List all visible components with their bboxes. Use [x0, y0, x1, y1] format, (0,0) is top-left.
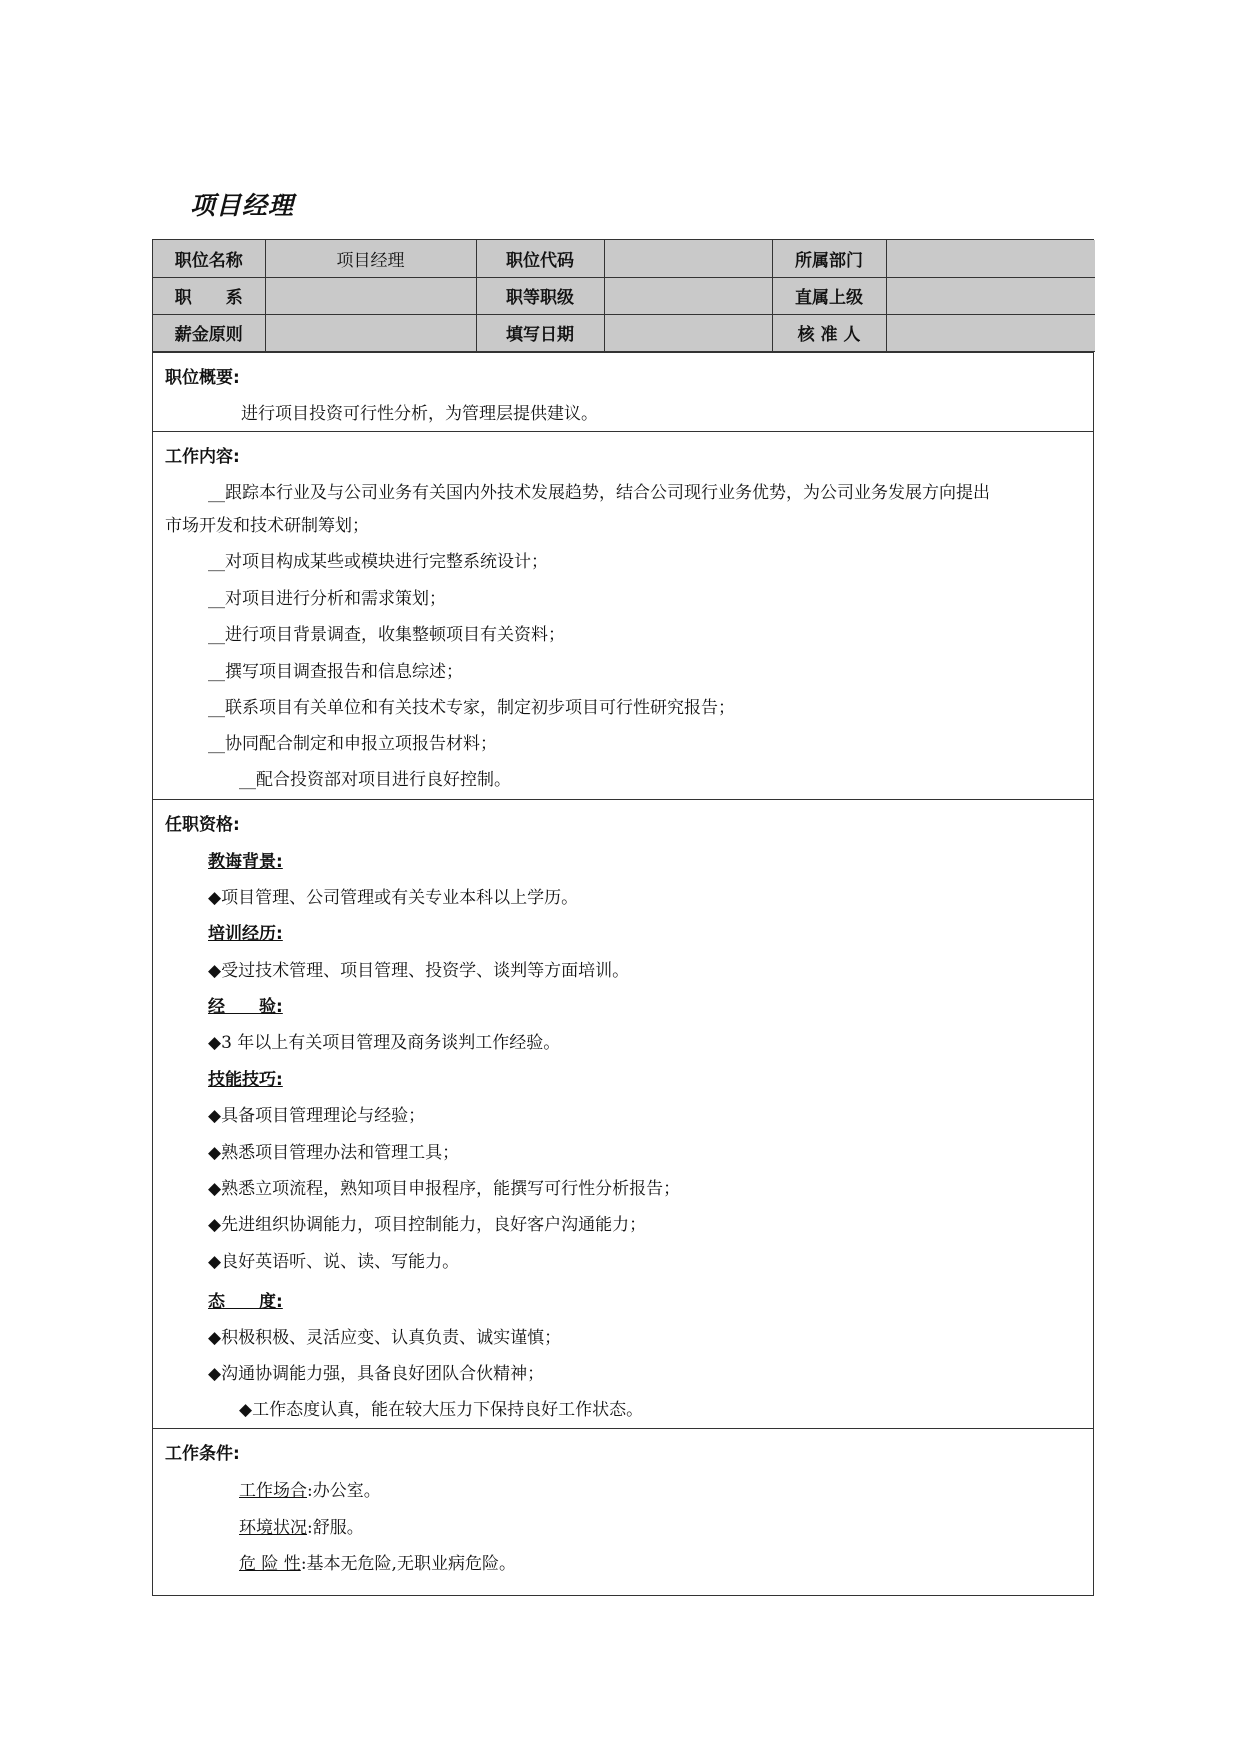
header-label: 所属部门	[772, 240, 886, 277]
conditions-heading: 工作条件:	[165, 1443, 240, 1464]
skill-item: ◆具备项目管理理论与经验；	[208, 1105, 426, 1126]
training-label: 培训经历:	[208, 923, 283, 944]
duty-item: __对项目进行分析和需求策划；	[208, 588, 446, 609]
header-value	[886, 240, 1095, 277]
duties-heading: 工作内容:	[165, 446, 240, 467]
experience-label: 经 验:	[208, 996, 283, 1017]
qualifications-section	[153, 799, 1093, 1428]
header-row	[153, 314, 1095, 351]
attitude-label: 态 度:	[208, 1291, 283, 1312]
header-row	[153, 277, 1095, 314]
training-text: ◆受过技术管理、项目管理、投资学、谈判等方面培训。	[208, 960, 630, 981]
header-label: 填写日期	[476, 314, 604, 351]
attitude-item: ◆积极积极、灵活应变、认真负责、诚实谨慎；	[208, 1327, 562, 1348]
condition-env-label: 环境状况	[239, 1517, 307, 1538]
duty-item: __跟踪本行业及与公司业务有关国内外技术发展趋势，结合公司现行业务优势，为公司业务发展方向提出	[208, 482, 990, 503]
header-value	[604, 277, 772, 314]
skill-item: ◆熟悉立项流程，熟知项目申报程序，能撰写可行性分析报告；	[208, 1178, 681, 1199]
duty-item: __对项目构成某些或模块进行完整系统设计；	[208, 551, 548, 572]
duty-item: __联系项目有关单位和有关技术专家，制定初步项目可行性研究报告；	[208, 697, 735, 718]
skill-item: ◆熟悉项目管理办法和管理工具；	[208, 1142, 460, 1163]
condition-place-value: :办公室。	[307, 1480, 381, 1501]
header-label: 职等职级	[476, 277, 604, 314]
condition-place	[239, 1476, 381, 1501]
header-value	[604, 314, 772, 351]
page-title: 项目经理	[190, 191, 295, 220]
duty-item: __撰写项目调查报告和信息综述；	[208, 661, 463, 682]
duty-item: __配合投资部对项目进行良好控制。	[239, 769, 511, 790]
condition-place-label: 工作场合	[239, 1480, 307, 1501]
header-value	[265, 277, 476, 314]
header-label: 职位名称	[153, 240, 265, 277]
condition-env-value: :舒服。	[307, 1517, 364, 1538]
job-description-form	[152, 239, 1094, 1596]
header-value	[265, 314, 476, 351]
header-value: 项目经理	[265, 240, 476, 277]
summary-heading: 职位概要:	[165, 367, 240, 388]
header-label: 薪金原则	[153, 314, 265, 351]
header-row	[153, 240, 1095, 277]
attitude-item: ◆沟通协调能力强，具备良好团队合伙精神；	[208, 1363, 545, 1384]
duty-item: __进行项目背景调查，收集整顿项目有关资料；	[208, 624, 565, 645]
experience-text: ◆3 年以上有关项目管理及商务谈判工作经验。	[208, 1032, 561, 1053]
duty-item: 市场开发和技术研制筹划；	[165, 515, 369, 536]
education-text: ◆项目管理、公司管理或有关专业本科以上学历。	[208, 887, 579, 908]
header-label: 直属上级	[772, 277, 886, 314]
condition-risk-label: 危 险 性	[239, 1553, 301, 1574]
skill-item: ◆先进组织协调能力，项目控制能力，良好客户沟通能力；	[208, 1214, 647, 1235]
header-table	[153, 240, 1095, 352]
duties-section	[153, 431, 1093, 799]
summary-section	[153, 352, 1093, 431]
condition-risk	[239, 1549, 516, 1574]
conditions-section	[153, 1428, 1093, 1597]
condition-environment	[239, 1513, 364, 1538]
summary-text: 进行项目投资可行性分析，为管理层提供建议。	[241, 403, 598, 424]
education-label: 教诲背景:	[208, 851, 283, 872]
header-label: 职位代码	[476, 240, 604, 277]
duty-item: __协同配合制定和申报立项报告材料；	[208, 733, 497, 754]
attitude-item: ◆工作态度认真，能在较大压力下保持良好工作状态。	[239, 1399, 644, 1420]
header-label: 核 准 人	[772, 314, 886, 351]
header-label: 职 系	[153, 277, 265, 314]
skill-item: ◆良好英语听、说、读、写能力。	[208, 1251, 460, 1272]
skills-label: 技能技巧:	[208, 1069, 283, 1090]
header-value	[886, 314, 1095, 351]
header-value	[604, 240, 772, 277]
condition-risk-value: :基本无危险,无职业病危险。	[300, 1553, 516, 1574]
header-value	[886, 277, 1095, 314]
qualifications-heading: 任职资格:	[165, 814, 240, 835]
